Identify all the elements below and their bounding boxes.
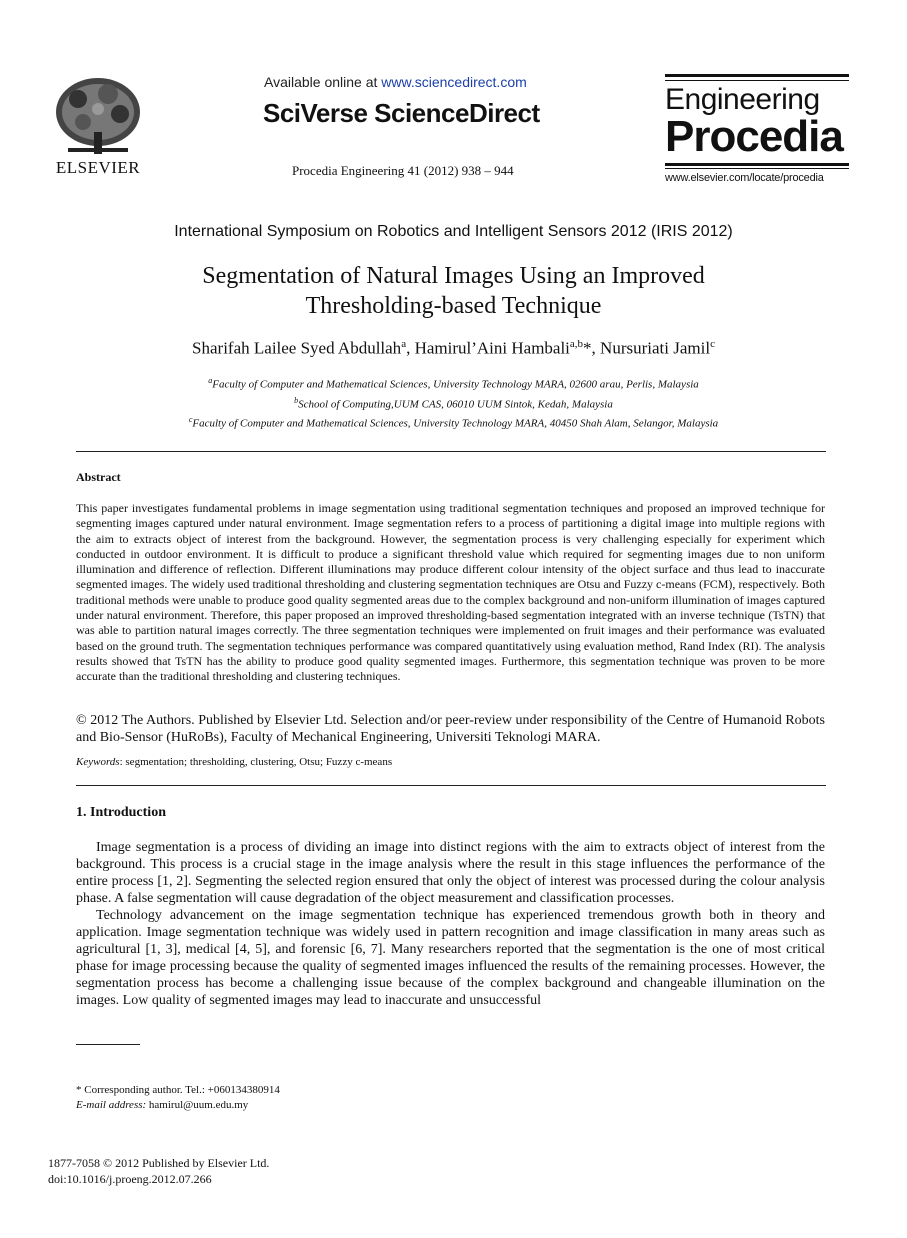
affil-text: School of Computing,UUM CAS, 06010 UUM Sintok, Kedah, Malaysia bbox=[298, 398, 613, 411]
affil-mark: a bbox=[208, 376, 213, 385]
elsevier-logo bbox=[48, 74, 148, 178]
journal-reference: Procedia Engineering 41 (2012) 938 – 944 bbox=[292, 163, 514, 178]
author-separator: *, bbox=[583, 338, 601, 358]
footnote-rule bbox=[76, 1044, 140, 1045]
available-online bbox=[264, 74, 527, 90]
affil-mark: c bbox=[188, 415, 193, 425]
author-list bbox=[0, 338, 907, 359]
doi-line[interactable]: doi:10.1016/j.proeng.2012.07.266 bbox=[48, 1172, 212, 1186]
paragraph: Image segmentation is a process of dividing an image into distinct regions with the aim to extracts object of interest from the background. This process is a crucial stage in the image analysis where the result in this stage influences the performance of the entire process [1, 2]. Segmenting the selected region ensured that only the object of interest was processed during the colour analysis phase. A false segmentation will cause degradation of the object measurement and classification processes. bbox=[76, 840, 825, 906]
affiliation bbox=[0, 412, 907, 432]
author-affil-mark: c bbox=[710, 338, 715, 350]
email-line bbox=[76, 1098, 280, 1113]
brand-line2: Procedia bbox=[665, 112, 843, 161]
page-footer bbox=[48, 1155, 269, 1187]
keywords bbox=[76, 756, 392, 768]
corresponding-author: * Corresponding author. Tel.: +060134380914 bbox=[76, 1084, 280, 1096]
brand-rule bbox=[665, 168, 849, 169]
affil-text: Faculty of Computer and Mathematical Sciences, University Technology MARA, 02600 arau, Perlis, Malaysia bbox=[212, 378, 699, 391]
paragraph: Technology advancement on the image segmentation technique has experienced tremendous growth both in theory and application. Image segmentation technique was widely used in pattern recognition and image classification in many areas such as agricultural [1, 3], medical [4, 5], and forensic [6, 7]. Many researchers reported that the segmentation is the one of most critical phase for image processing because the quality of segmented images influenced the results of the remaining processes. However, the segmentation process has become a challenging issue because of the complex background and changeable illumination on the images. Low quality of segmented images may lead to inaccurate and unsuccessful bbox=[76, 908, 825, 1008]
brand-rule bbox=[665, 80, 849, 81]
author-name: Sharifah Lailee Syed Abdullah bbox=[192, 338, 402, 358]
sciencedirect-link[interactable]: www.sciencedirect.com bbox=[381, 74, 527, 90]
author-affil-mark: a bbox=[401, 338, 407, 350]
affiliation bbox=[0, 393, 907, 413]
title-line1: Segmentation of Natural Images Using an Improved bbox=[202, 263, 705, 289]
affiliation bbox=[0, 373, 907, 393]
affiliations bbox=[0, 373, 907, 432]
author-name: Nursuriati Jamil bbox=[600, 338, 711, 358]
title-line2: Thresholding-based Technique bbox=[305, 293, 602, 319]
author-separator: , bbox=[406, 338, 415, 358]
journal-brand bbox=[665, 74, 849, 184]
email-label: E-mail address: bbox=[76, 1099, 147, 1111]
footnote bbox=[76, 1083, 280, 1113]
affil-mark: b bbox=[294, 395, 299, 405]
author-affil-mark: a,b bbox=[569, 338, 584, 350]
email-address[interactable]: hamirul@uum.edu.my bbox=[146, 1099, 249, 1111]
brand-rule bbox=[665, 74, 849, 77]
keywords-label: Keywords bbox=[76, 756, 120, 768]
brand-url[interactable]: www.elsevier.com/locate/procedia bbox=[665, 172, 824, 184]
available-prefix: Available online at bbox=[264, 74, 382, 90]
copyright-notice: © 2012 The Authors. Published by Elsevier Ltd. Selection and/or peer-review under responsibility of the Centre of Humanoid Robots and Bio-Sensor (HuRoBs), Faculty of Mechanical Engineering, Universiti Teknologi MARA. bbox=[76, 713, 825, 745]
introduction-heading: 1. Introduction bbox=[76, 805, 166, 820]
symposium-name: International Symposium on Robotics and Intelligent Sensors 2012 (IRIS 2012) bbox=[174, 223, 733, 240]
issn-line: 1877-7058 © 2012 Published by Elsevier Ltd. bbox=[48, 1156, 270, 1170]
keywords-text: : segmentation; thresholding, clustering, Otsu; Fuzzy c-means bbox=[119, 756, 393, 768]
introduction-body bbox=[76, 839, 825, 1009]
brand-line1: Engineering bbox=[665, 83, 820, 116]
paper-title bbox=[0, 261, 907, 321]
author-name: Hamirul’Aini Hambali bbox=[414, 338, 570, 358]
publisher-name: ELSEVIER bbox=[55, 158, 141, 177]
section-divider bbox=[76, 785, 826, 786]
section-divider bbox=[76, 451, 826, 452]
abstract-text: This paper investigates fundamental problems in image segmentation using traditional segmentation techniques and proposed an improved technique for segmenting images captured under natural environment. Image segmentation refers to a process of partitioning a digital image into multiple regions with the aim to extracts object of interest from the background. However, the segmentation process is very challenging especially for experiment which conducted in outdoor environment. It is difficult to produce a significant threshold value which required for segmenting images due to non uniform illumination and difference of reflection. Different illuminations may produce different colour intensity of the object surface and thus lead to inaccurate segmented images. The widely used traditional thresholding and clustering segmentation techniques are Otsu and Fuzzy c-means (FCM), respectively. Both traditional methods were unable to produce good quality segmented areas due to the complex background and non-uniform illumination of images captured under natural environment. Therefore, this paper proposed an improved thresholding-based segmentation integrated with an inverse technique (TsTN) that was able to partition natural images correctly. The three segmentation techniques were implemented on fruit images and their performance was evaluated based on the ground truth. The segmentation techniques performance was compared quantitatively using evaluation method, Rand Index (RI). The analysis results showed that TsTN has the ability to produce good quality segmented images. Furthermore, this segmentation technique was proven to be more accurate than the traditional thresholding and clustering techniques. bbox=[76, 501, 825, 684]
brand-rule bbox=[665, 163, 849, 166]
platform-name: SciVerse ScienceDirect bbox=[263, 98, 540, 128]
affil-text: Faculty of Computer and Mathematical Sciences, University Technology MARA, 40450 Shah Alam, Selangor, Malaysia bbox=[192, 417, 719, 430]
abstract-heading: Abstract bbox=[76, 470, 121, 484]
